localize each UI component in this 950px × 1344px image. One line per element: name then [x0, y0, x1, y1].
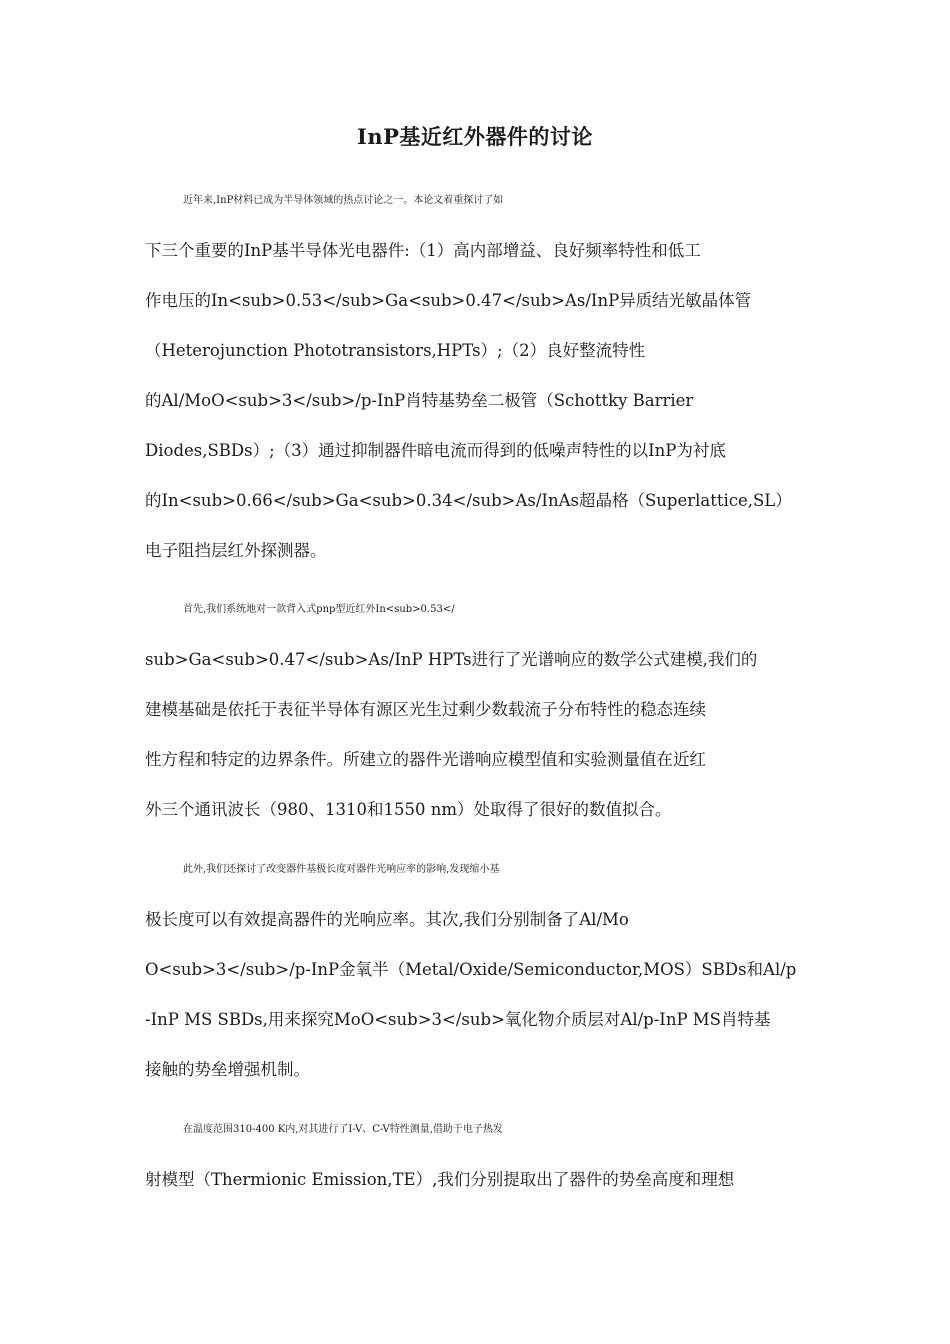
paragraph-3-line-4: -InP MS SBDs,用来探究MoO<sub>3</sub>氧化物介质层对Al/p-InP MS肖特基 — [145, 1010, 771, 1029]
document-title: InP基近红外器件的讨论 — [357, 124, 593, 149]
paragraph-1-line-5: 的Al/MoO<sub>3</sub>/p-InP肖特基势垒二极管（Schottky Barrier — [145, 391, 694, 410]
paragraph-3-line-3: O<sub>3</sub>/p-InP金氧半（Metal/Oxide/Semiconductor,MOS）SBDs和Al/p — [145, 960, 797, 979]
paragraph-4-line-1: 在温度范围310-400 K内,对其进行了I-V、C-V特性测量,借助于电子热发 — [183, 1124, 503, 1135]
paragraph-1-line-6: Diodes,SBDs）;（3）通过抑制器件暗电流而得到的低噪声特性的以InP为衬底 — [145, 441, 726, 460]
paragraph-1-line-7: 的In<sub>0.66</sub>Ga<sub>0.34</sub>As/InAs超晶格（Superlattice,SL） — [145, 491, 792, 510]
paragraph-2-line-2: sub>Ga<sub>0.47</sub>As/InP HPTs进行了光谱响应的数学公式建模,我们的 — [145, 650, 758, 669]
paragraph-1-line-8: 电子阻挡层红外探测器。 — [145, 541, 327, 560]
paragraph-2-line-3: 建模基础是依托于表征半导体有源区光生过剩少数载流子分布特性的稳态连续 — [145, 700, 706, 719]
paragraph-1-line-4: （Heterojunction Phototransistors,HPTs）;（2）良好整流特性 — [145, 341, 646, 360]
paragraph-2-line-1: 首先,我们系统地对一款背入式pnp型近红外In<sub>0.53</ — [183, 604, 455, 615]
paragraph-2-line-5: 外三个通讯波长（980、1310和1550 nm）处取得了很好的数值拟合。 — [145, 800, 672, 819]
paragraph-4-line-2: 射模型（Thermionic Emission,TE）,我们分别提取出了器件的势垒高度和理想 — [145, 1170, 735, 1189]
paragraph-1-line-3: 作电压的In<sub>0.53</sub>Ga<sub>0.47</sub>As/InP异质结光敏晶体管 — [145, 291, 752, 310]
paragraph-1-line-1: 近年来,InP材料已成为半导体领域的热点讨论之一。本论文着重探讨了如 — [183, 195, 504, 206]
paragraph-3-line-1: 此外,我们还探讨了改变器件基极长度对器件光响应率的影响,发现缩小基 — [183, 864, 500, 875]
paragraph-3-line-2: 极长度可以有效提高器件的光响应率。其次,我们分别制备了Al/Mo — [145, 910, 629, 929]
paragraph-1-line-2: 下三个重要的InP基半导体光电器件:（1）高内部增益、良好频率特性和低工 — [145, 241, 701, 260]
paragraph-3-line-5: 接触的势垒增强机制。 — [145, 1060, 310, 1079]
paragraph-2-line-4: 性方程和特定的边界条件。所建立的器件光谱响应模型值和实验测量值在近红 — [145, 750, 706, 769]
